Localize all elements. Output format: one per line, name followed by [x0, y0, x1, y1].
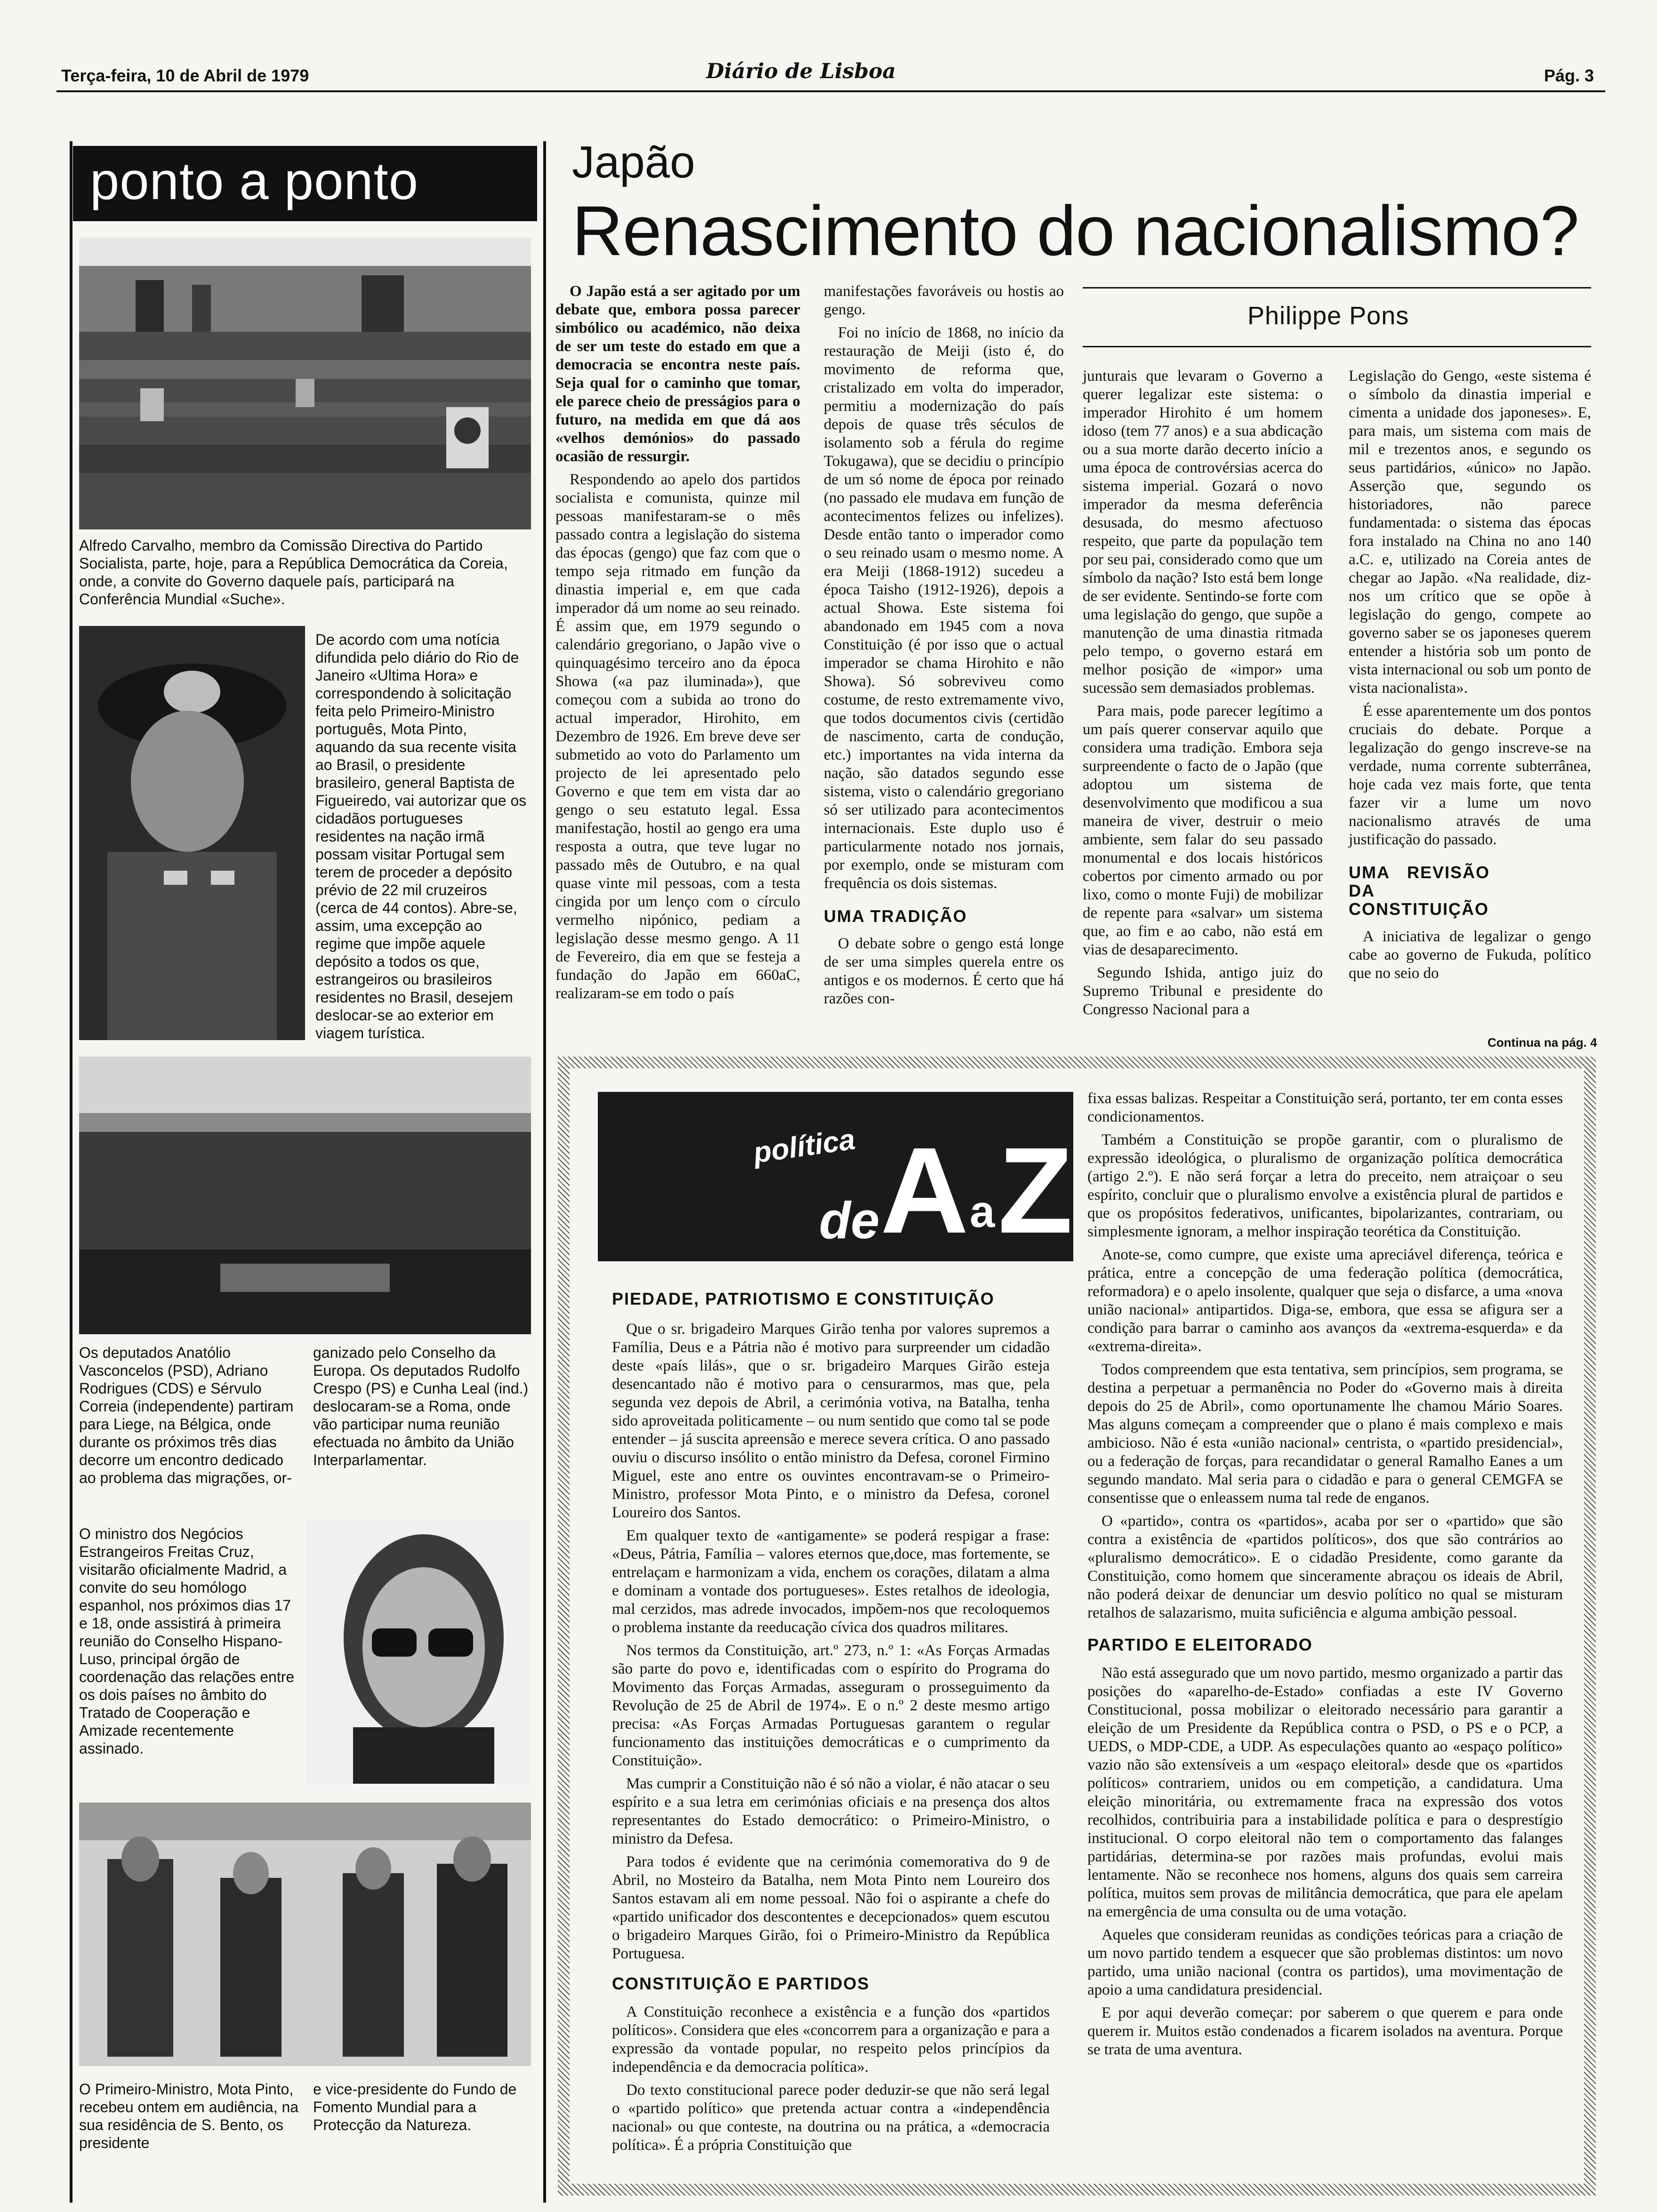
minister-portrait-photo: [306, 1520, 531, 1784]
masthead-rule: [56, 90, 1605, 92]
politica-banner: [598, 1092, 1073, 1261]
article-paragraph: Para mais, pode parecer legítimo a um país querer conservar aquilo que considera uma tradição. Embora seja surpreendente o facto de o Japão (que adoptou um sistema de desenvolvimento que modificou a sua maneira de viver, destruir o meio ambiente, sem falar do seu passado monumental e dos locais históricos cobertos por cimento armado ou por lixo, como o monte Fuji) de mobilizar de repente para «salvar» um sistema que, ao fim e ao cabo, não está em vias de desaparecimento.: [1083, 703, 1323, 958]
article-paragraph: Foi no início de 1868, no início da restauração de Meiji (isto é, do movimento de reforma que, cristalizado em volta do imperador, permitiu a modernização do país depois de quase três séculos de isolamento sob a férula do regime Tokugawa), que se decidiu o princípio de um só nome de época por reinado (no passado ele mudava em função de acontecimentos felizes ou infelizes). Desde então tanto o imperador como o seu reinado usam o mesmo nome. A era Meiji (1868-1912) sucedeu a época Taisho (1912-1926), depois a actual Showa. Este sistema foi abandonado em 1945 com a nova Constituição (é por isso que o actual imperador se chama Hirohito e não Showa). Só sobreviveu como costume, de resto extremamente vivo, que todos documentos civis (certidão de nascimento, carta de condução, etc.) importantes na vida interna da nação, são datados segundo esse sistema, visto o calendário gregoriano só ser utilizado para acontecimentos internacionais. Este duplo uso é particularmente notado nos jornais, por exemplo, onde se misturam com frequência os dois sistemas.: [824, 324, 1064, 892]
page-number: Pág. 3: [1544, 66, 1594, 85]
article-byline: Philippe Pons: [1247, 302, 1409, 330]
box-paragraph: E por aqui deverão começar: por saberem o que querem e para onde querem ir. Muitos estão condenados a ficarem isolados na aventura. Porque se trata de uma aventura.: [1087, 2004, 1563, 2058]
box-paragraph: Aqueles que consideram reunidas as condições teóricas para a criação de um novo partido tendem a esquecer que são problemas distintos: um novo partido, uma união nacional (contra os partidos), uma movimentação de apoio a uma candidatura presidencial.: [1087, 1926, 1563, 1998]
box-paragraph: Não está assegurado que um novo partido, mesmo organizado a partir das posições do «aparelho-de-Estado» confiadas a este IV Governo Constitucional, possa mobilizar o eleitorado necessário para garantir a eleição de um Presidente da República contra o PSD, o PS e o PCP, a UEDS, o MDP-CDE, a UDP. As especulações quanto ao «espaço político» vazio não são extensíveis a um «espaço eleitoral» desde que os «partidos políticos» contrariem, unidos ou em competição, a candidatura. Uma eleição minoritária, ou extremamente fraca na expressão dos votos recolhidos, contribuiria para a instabilidade política e para o desprestígio institucional. O corpo eleitoral não tem o comportamento das falanges partidárias, determina-se por razões mais profundas, evolui mais lentamente. Não se reconhece nos homens, alguns dos quais sem carreira política, muitos sem provas de militância democrática, que para ele apelam na emergência de uma consulta ou de uma votação.: [1087, 1665, 1563, 1920]
politica-banner-a-small: a: [970, 1186, 995, 1237]
box-paragraph: O «partido», contra os «partidos», acaba por ser o «partido» que são contra a existência de «partidos políticos», dos que são contrários ao «pluralismo democrático». E o cidadão Presidente, como garante da Constituição, como homem que sinceramente abraçou os ideais de Abril, não poderá deixar de denunciar um desvio político no qual se misturam retalhos de salazarismo, muita suficiência e alguma ambição pessoal.: [1087, 1513, 1563, 1621]
byline-rule: [1083, 287, 1591, 289]
article-paragraph: A iniciativa de legalizar o gengo cabe ao governo de Fukuda, político que no seio do: [1349, 928, 1591, 982]
box-paragraph: Para todos é evidente que na cerimónia comemorativa do 9 de Abril, no Mosteiro da Batalha, nem Mota Pinto nem Loureiro dos Santos estavam ali em nome pessoal. Não foi o aspirante a chefe do «partido unificador dos descontentes e decepcionados» quem escutou o brigadeiro Marques Girão, foi o Primeiro-Ministro da República Portuguesa.: [612, 1853, 1050, 1962]
article-paragraph: É esse aparentemente um dos pontos cruciais do debate. Porque a legalização do gengo inscreve-se na verdade, numa corrente subterrânea, hoje cada vez mais forte, que tenta fazer vir a lume um novo nacionalismo através de uma justificação do passado.: [1349, 703, 1591, 848]
box-left-column: [612, 1290, 1050, 2159]
article-column-1: [555, 282, 800, 1008]
article-column-3: [1083, 367, 1323, 1024]
box-paragraph: Todos compreendem que esta tentativa, sem princípios, sem programa, se destina a perpetuar a permanência no Poder do «Governo mais à direita depois do 25 de Abril», como oportunamente lhe chamou Mário Soares. Mas alguns começam a compreender que o plano é mais complexo e mais ambicioso. Não é esta «união nacional» centrista, o «partido presidencial», ou a federação de forças, para recandidatar o general Ramalho Eanes a um segundo mandato. Mal seria para o cidadão e para o general CEMGFA se consentisse que o enleassem numa tal rede de enganos.: [1087, 1361, 1563, 1507]
general-portrait-photo: [79, 626, 305, 1040]
box-right-column: [1087, 1090, 1563, 2064]
brazil-news-text: De acordo com uma notícia difundida pelo diário do Rio de Janeiro «Ultima Hora» e correspondendo à solicitação feita pelo Primeiro-Ministro português, Mota Pinto, aquando da sua recente visita ao Brasil, o presidente brasileiro, general Baptista de Figueiredo, vai autorizar que os cidadãos portugueses residentes na nação irmã possam visitar Portugal sem terem de proceder a depósito prévio de 22 mil cruzeiros (cerca de 44 contos). Abre-se, assim, uma excepção ao regime que impõe aquele depósito a todos os que, estrangeiros ou brasileiros residentes no Brasil, desejem deslocar-se ao exterior em viagem turística.: [315, 631, 527, 1042]
article-paragraph: Legislação do Gengo, «este sistema é o símbolo da dinastia imperial e cimenta a unidade dos japoneses». E, para mais, um sistema com mais de mil e trezentos anos, e segundo os seus partidários, «único» no Japão. Asserção que, segundo os historiadores, não parece fundamentada: o sistema das épocas fora instalado na China no ano 140 a.C. e, utilizado na Coreia antes de chegar ao Japão. «Na realidade, diz-nos um crítico que se opõe à legislação do gengo, compete ao governo saber se os japoneses querem entender a história sob um ponto de vista internacional ou sob um ponto de vista nacionalista».: [1349, 368, 1591, 697]
rally-crowd-photo: [79, 238, 531, 529]
box-paragraph: Nos termos da Constituição, art.º 273, n.º 1: «As Forças Armadas são parte do povo e, identificadas com o espírito do Programa do Movimento das Forças Armadas, asseguram o prosseguimento da Revolução de 25 de Abril de 1974». E o n.º 2 deste mesmo artigo precisa: «As Forças Armadas Portuguesas garantem o regular funcionamento das instituições democráticas e o cumprimento da Constituição».: [612, 1642, 1050, 1769]
rally-caption: Alfredo Carvalho, membro da Comissão Directiva do Partido Socialista, parte, hoje, para a República Democrática da Coreia, onde, a convite do Governo daquele país, participará na Conferência Mundial «Suche».: [79, 537, 508, 608]
box-paragraph: Que o sr. brigadeiro Marques Girão tenha por valores supremos a Família, Deus e a Pátria não é motivo para surpreender um cidadão deste «país lilás», que o sr. brigadeiro Marques Girão esteja desencantado não é motivo para o censurarmos, mas que, pela segunda vez depois de Abril, a cerimónia votiva, na Batalha, tenha sido aproveitada politicamente – ou num sentido que como tal se pode entender – já suscita apreensão e merece severa crítica. O ano passado ouviu o discurso insólito o então ministro da Defesa, coronel Firmino Miguel, este ano entre os ouvintes encontravam-se o Primeiro-Ministro, professor Mota Pinto, e o ministro da Defesa, coronel Loureiro dos Santos.: [612, 1321, 1050, 1521]
politica-banner-a-big: A: [880, 1122, 969, 1259]
article-lead: O Japão está a ser agitado por um debate que, embora possa parecer simbólico ou académico, não deixa de ser um teste do estado em que a democracia se encontra neste país. Seja qual for o caminho que tomar, ele parece cheio de presságios para o futuro, na medida em que dá aos «velhos demónios» do passado ocasião de ressurgir.: [555, 283, 800, 465]
article-paragraph: O debate sobre o gengo está longe de ser uma simples querela entre os antigos e os modernos. É certo que há razões con-: [824, 935, 1064, 1007]
politica-banner-de: de: [819, 1192, 880, 1250]
page-date: Terça-feira, 10 de Abril de 1979: [61, 66, 309, 85]
assembly-hall-photo: [79, 1057, 531, 1334]
subheading-partido: PARTIDO E ELEITORADO: [1087, 1635, 1313, 1654]
article-headline: Renascimento do nacionalismo?: [572, 191, 1579, 270]
deputies-text-a: Os deputados Anatólio Vasconcelos (PSD), Adriano Rodrigues (CDS) e Sérvulo Correia (independente) partiram para Liege, na Bélgica, onde durante os próximos três dias decorre um encontro dedicado ao problema das migrações, or-: [79, 1344, 294, 1486]
box-paragraph: fixa essas balizas. Respeitar a Constituição será, portanto, ter em conta esses condicionamentos.: [1087, 1090, 1563, 1125]
freitas-cruz-text: O ministro dos Negócios Estrangeiros Freitas Cruz, visitarão oficialmente Madrid, a convite do seu homólogo espanhol, nos próximos dias 17 e 18, onde assistirá à primeira reunião do Conselho Hispano-Luso, principal órgão de coordenação das relações entre os dois países no âmbito do Tratado de Cooperação e Amizade recentemente assinado.: [79, 1525, 295, 1757]
article-paragraph: Respondendo ao apelo dos partidos socialista e comunista, quinze mil pessoas manifestaram-se o mês passado contra a legislação do sistema das épocas (gengo) que faz com que o tempo seja ritmado em função da dinastia imperial e, em que cada imperador dá um nome ao seu reinado. É assim que, em 1979 segundo o calendário gregoriano, o Japão vive o quinquagésimo terceiro ano da época Showa («a paz iluminada»), que começou com a subida ao trono do actual imperador, Hirohito, em Dezembro de 1926. Em breve deve ser submetido ao voto do Parlamento um projecto de lei apresentado pelo Governo e que tem em vista dar ao gengo o seu estatuto legal. Essa manifestação, hostil ao gengo era uma resposta a outra, que teve lugar no passado mês de Outubro, e na qual quase vinte mil pessoas, com a testa cingida por um lenço com o círculo vermelho nipónico, pediam a legislação desse mesmo gengo. A 11 de Fevereiro, dia em que se festeja a fundação do Japão em 660aC, realizaram-se em todo o país: [555, 471, 800, 1002]
article-column-2: [824, 282, 1064, 1013]
continue-note: Continua na pág. 4: [1488, 1035, 1597, 1050]
newspaper-title: Diário de Lisboa: [706, 59, 896, 83]
box-paragraph: Do texto constitucional parece poder deduzir-se que não será legal o «partido político» que pretenda actuar contra a «independência nacional» ou que conteste, na doutrina ou na prática, a «democracia política». É a própria Constituição que: [612, 2082, 1050, 2154]
politica-banner-word: política: [751, 1123, 857, 1170]
article-paragraph: manifestações favoráveis ou hostis ao gengo.: [824, 283, 1064, 318]
article-kicker: Japão: [572, 137, 695, 187]
byline-rule-bottom: [1083, 346, 1591, 347]
sidebar-title: ponto a ponto: [90, 152, 419, 210]
subheading-constituicao: CONSTITUIÇÃO E PARTIDOS: [612, 1974, 870, 1993]
article-paragraph: junturais que levaram o Governo a querer legalizar este sistema: o imperador Hirohito é um homem idoso (tem 77 anos) e a sua abdicação ou a sua morte darão decerto início a uma época de controvérsias acerca do sistema imperial. Gozará o novo imperador da mesma deferência desusada, do mesmo afectuoso respeito, que parte da população tem por seu pai, considerado como que um símbolo da nação? Isto está bem longe de ser evidente. Sentindo-se forte com uma legislação do gengo, que supõe a manutenção de uma dinastia ritmada pelo tempo, o governo estará em melhor posição de «impor» uma sucessão sem demasiados problemas.: [1083, 368, 1323, 697]
sidebar-title-banner: [73, 146, 537, 221]
subheading-revisao: UMA REVISÃO DA CONSTITUIÇÃO: [1349, 863, 1490, 919]
politica-banner-z: Z: [998, 1122, 1073, 1259]
box-paragraph: Mas cumprir a Constituição não é só não a violar, é não atacar o seu espírito e a sua letra em cerimónias oficiais e na presença dos altos representantes do Estado democrático: o Primeiro-Ministro, o ministro da Defesa.: [612, 1775, 1050, 1847]
article-paragraph: Segundo Ishida, antigo juiz do Supremo Tribunal e presidente do Congresso Nacional para a: [1083, 964, 1323, 1018]
audience-caption-a: O Primeiro-Ministro, Mota Pinto, recebeu ontem em audiência, na sua residência de S. Bento, os presidente: [79, 2081, 299, 2151]
box-paragraph: Também a Constituição se propõe garantir, com o pluralismo de expressão ideológica, o pluralismo de organização política democrática (artigo 2.º). E não será forçar a letra do preceito, nem atraiçoar o seu espírito, concluir que o pluralismo envolve a existência plural de partidos e que os propósitos federativos, unificantes, bipolarizantes, contrariam, ou simplesmente ignoram, a melhor inspiração teorética da Constituição.: [1087, 1131, 1563, 1240]
box-paragraph: A Constituição reconhece a existência e a função dos «partidos políticos». Considera que eles «concorrem para a organização e para a expressão da vontade popular, no respeito pelos princípios da independência e da democracia política».: [612, 2004, 1050, 2076]
article-column-4: [1349, 367, 1591, 987]
deputies-text-b: ganizado pelo Conselho da Europa. Os deputados Rudolfo Crespo (PS) e Cunha Leal (ind.) deslocaram-se a Roma, onde vão participar numa reunião efectuada no âmbito da União Interparlamentar.: [313, 1344, 529, 1468]
subheading-tradicao: UMA TRADIÇÃO: [824, 906, 967, 926]
audience-caption-b: e vice-presidente do Fundo de Fomento Mundial para a Protecção da Natureza.: [313, 2081, 517, 2133]
box-paragraph: Anote-se, como cumpre, que existe uma apreciável diferença, teórica e prática, entre a concepção de uma federação política (democrática, reformadora) e o apelo insolente, qualquer que seja o disfarce, a uma «nova união nacional» antipartidos. Diga-se, embora, que essa se afigura ser a condição para barrar o caminho aos avanços da «extrema-esquerda» e da «extrema-direita».: [1087, 1246, 1563, 1355]
subheading-piedade: PIEDADE, PATRIOTISMO E CONSTITUIÇÃO: [612, 1289, 995, 1308]
audience-meeting-photo: [79, 1803, 531, 2066]
box-paragraph: Em qualquer texto de «antigamente» se poderá respigar a frase: «Deus, Pátria, Família – valores eternos que,doce, mas fortemente, se entrelaçam e harmonizam a vida, enchem os corações, dilatam a alma e dominam a vontade dos portugueses». Estes retalhos de ideologia, mal cerzidos, mas adrede invocados, impõem-nos que recoloquemos o problema instante da reeducação cívica dos quadros militares.: [612, 1527, 1050, 1636]
